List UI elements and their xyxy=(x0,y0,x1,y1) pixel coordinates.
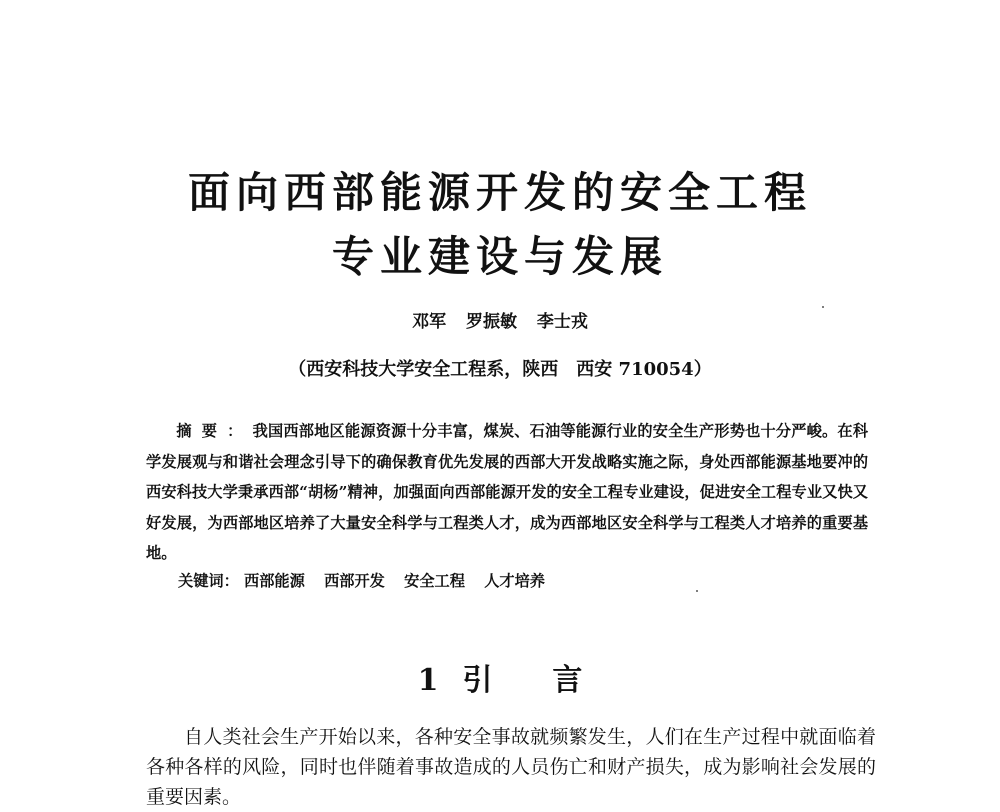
keyword-item: 人才培养 xyxy=(484,572,545,590)
section-heading xyxy=(0,655,1000,699)
author-list: 邓军 罗振敏 李士戎 xyxy=(412,312,588,332)
abstract xyxy=(146,416,868,569)
keyword-item: 西部开发 xyxy=(324,572,385,590)
abstract-text: 我国西部地区能源资源十分丰富，煤炭、石油等能源行业的安全生产形势也十分严峻。在科学发展观与和谐社会理念引导下的确保教育优先发展的西部大开发战略实施之际，身处西部能源基地要冲的西安科技大学秉承西部“胡杨”精神，加强面向西部能源开发的安全工程专业建设，促进安全工程专业又快又好发展，为西部地区培养了大量安全科学与工程类人才，成为西部地区安全科学与工程类人才培养的重要基地。 xyxy=(146,422,869,562)
scan-speck xyxy=(822,306,824,308)
keywords xyxy=(178,566,878,596)
affiliation: （西安科技大学安全工程系，陕西 西安 710054） xyxy=(288,359,712,380)
keyword-item: 安全工程 xyxy=(404,572,465,590)
section-title: 引言 xyxy=(462,663,643,698)
section-number: 1 xyxy=(417,663,439,698)
keywords-label: 关键词： xyxy=(178,572,239,590)
abstract-label: 摘要： xyxy=(176,422,253,440)
body-paragraph: 自人类社会生产开始以来，各种安全事故就频繁发生，人们在生产过程中就面临着各种各样的风险，同时也伴随着事故造成的人员伤亡和财产损失，成为影响社会发展的重要因素。 xyxy=(146,726,876,808)
keyword-item: 西部能源 xyxy=(244,572,305,590)
paper-title-line-2: 专业建设与发展 xyxy=(331,232,668,281)
paper-title-line-1: 面向西部能源开发的安全工程 xyxy=(187,168,812,217)
scan-speck xyxy=(696,590,698,592)
